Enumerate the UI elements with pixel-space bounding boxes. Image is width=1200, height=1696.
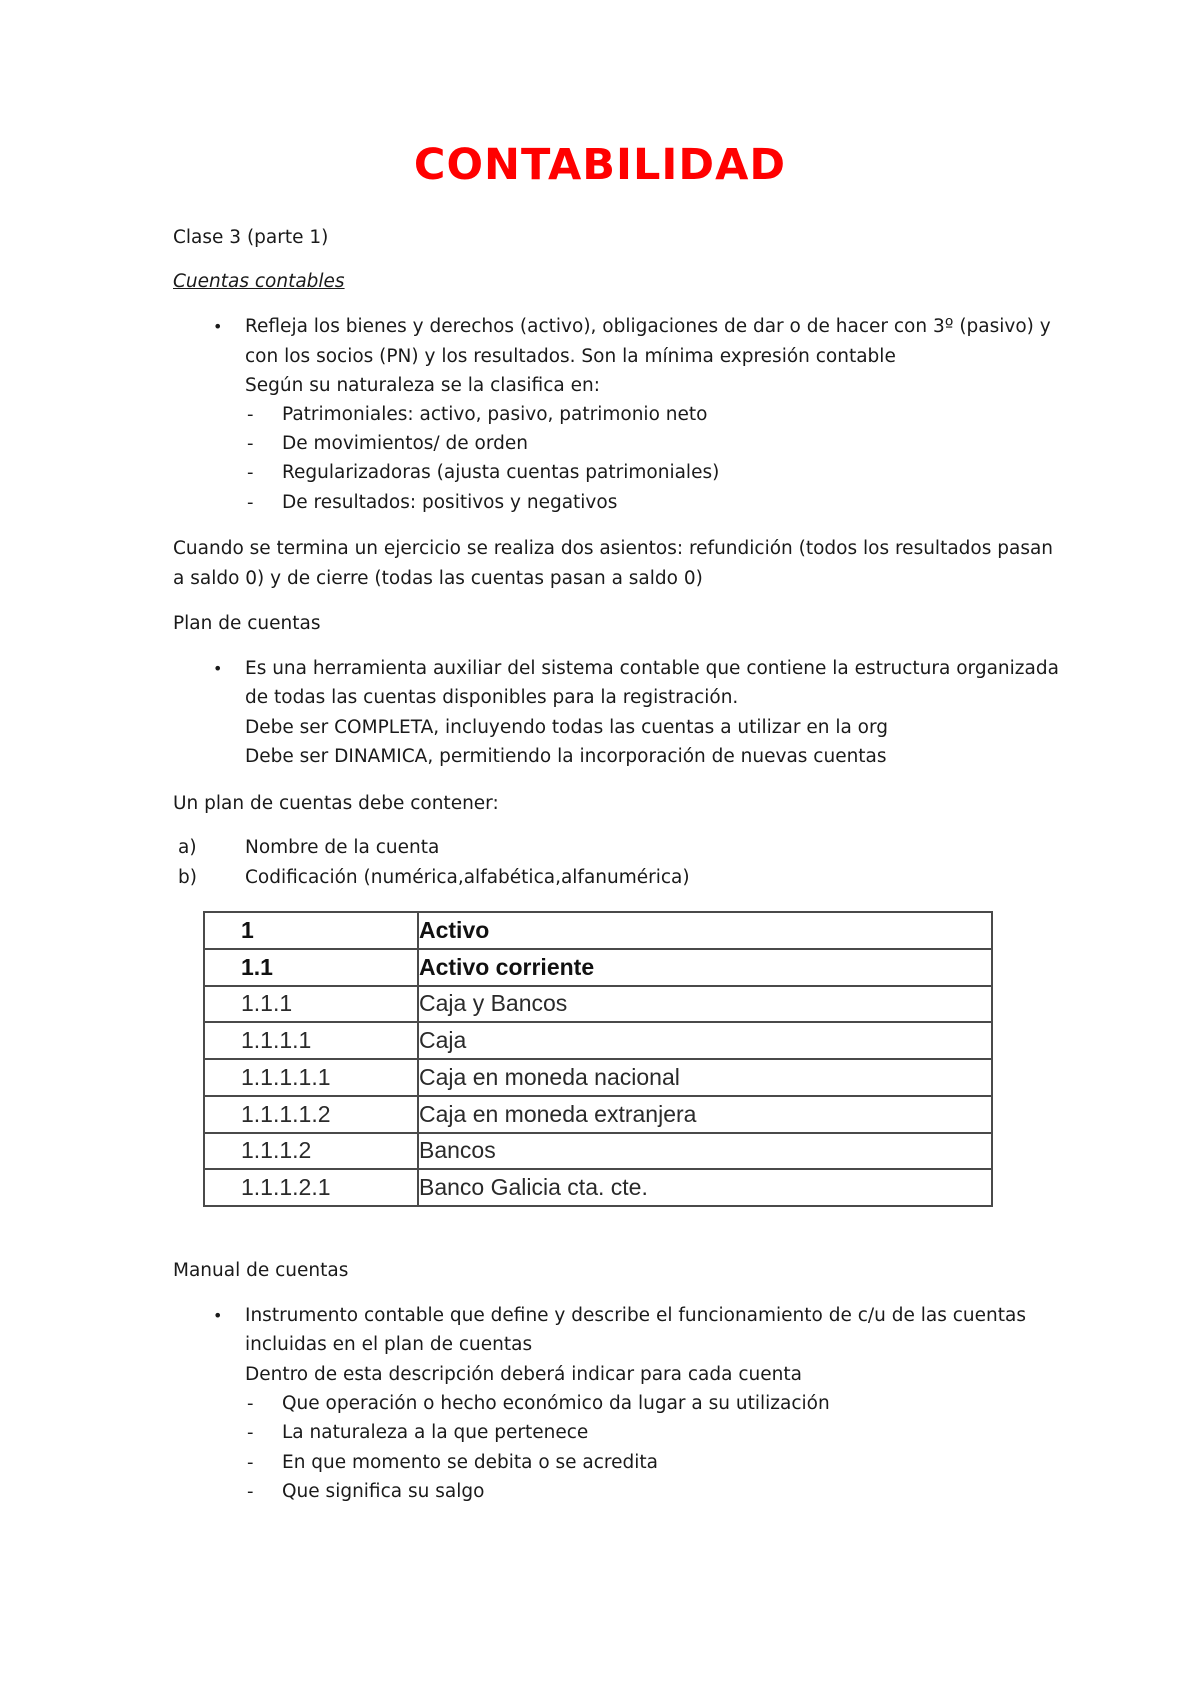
account-name-cell: Banco Galicia cta. cte.: [418, 1169, 992, 1206]
account-code-cell: 1.1.1.1.2: [204, 1096, 418, 1133]
account-name-cell: Caja: [418, 1022, 992, 1059]
account-code-cell: 1.1: [204, 949, 418, 986]
dash-list-item: Regularizadoras (ajusta cuentas patrimoniales): [282, 462, 720, 483]
account-code-cell: 1.1.1.2.1: [204, 1169, 418, 1206]
dash-list-item: Que significa su salgo: [282, 1481, 485, 1502]
bullet-line: Según su naturaleza se la clasifica en:: [245, 375, 600, 396]
account-code-cell: 1.1.1.1: [204, 1022, 418, 1059]
account-name-cell: Caja en moneda extranjera: [418, 1096, 992, 1133]
bullet-line: con los socios (PN) y los resultados. Son la mínima expresión contable: [245, 346, 896, 367]
class-subtitle: Clase 3 (parte 1): [173, 227, 329, 248]
list-letter-marker: b): [178, 867, 197, 888]
account-code-cell: 1.1.1.1.1: [204, 1059, 418, 1096]
bullet-marker: •: [213, 317, 223, 336]
plan-table-row: [204, 1022, 992, 1059]
dash-list-item: La naturaleza a la que pertenece: [282, 1422, 589, 1443]
dash-marker: -: [247, 1422, 254, 1443]
bullet-line: incluidas en el plan de cuentas: [245, 1334, 533, 1355]
bullet-line: de todas las cuentas disponibles para la registración.: [245, 687, 739, 708]
dash-list-item: De resultados: positivos y negativos: [282, 492, 618, 513]
plan-table-row: [204, 1169, 992, 1206]
dash-marker: -: [247, 462, 254, 483]
dash-marker: -: [247, 1481, 254, 1502]
paragraph-line: a saldo 0) y de cierre (todas las cuentas pasan a saldo 0): [173, 568, 703, 589]
lettered-list-item: Codificación (numérica,alfabética,alfanumérica): [245, 867, 690, 888]
account-name-cell: Activo: [418, 912, 992, 949]
bullet-marker: •: [213, 1306, 223, 1325]
list-letter-marker: a): [178, 837, 197, 858]
dash-list-item: De movimientos/ de orden: [282, 433, 528, 454]
plan-table-row: [204, 949, 992, 986]
bullet-line: Es una herramienta auxiliar del sistema contable que contiene la estructura organizada: [245, 658, 1059, 679]
section-heading-cuentas-contables: Cuentas contables: [173, 271, 345, 292]
section-heading-manual-de-cuentas: Manual de cuentas: [173, 1260, 349, 1281]
plan-table-row: [204, 986, 992, 1023]
plan-table-row: [204, 1133, 992, 1170]
plan-table-row: [204, 912, 992, 949]
bullet-line: Debe ser COMPLETA, incluyendo todas las cuentas a utilizar en la org: [245, 717, 889, 738]
section-heading-plan-de-cuentas: Plan de cuentas: [173, 613, 321, 634]
dash-list-item: Que operación o hecho económico da lugar a su utilización: [282, 1393, 830, 1414]
lettered-list-item: Nombre de la cuenta: [245, 837, 440, 858]
paragraph-line: Cuando se termina un ejercicio se realiza dos asientos: refundición (todos los resultados pasan: [173, 538, 1054, 559]
dash-marker: -: [247, 433, 254, 454]
plan-contents-intro: Un plan de cuentas debe contener:: [173, 793, 499, 814]
plan-de-cuentas-table: [203, 911, 993, 1207]
dash-marker: -: [247, 1452, 254, 1473]
account-code-cell: 1: [204, 912, 418, 949]
account-name-cell: Activo corriente: [418, 949, 992, 986]
dash-marker: -: [247, 492, 254, 513]
account-code-cell: 1.1.1: [204, 986, 418, 1023]
plan-table-row: [204, 1059, 992, 1096]
account-name-cell: Caja y Bancos: [418, 986, 992, 1023]
bullet-line: Instrumento contable que define y describe el funcionamiento de c/u de las cuentas: [245, 1305, 1026, 1326]
bullet-marker: •: [213, 659, 223, 678]
account-name-cell: Caja en moneda nacional: [418, 1059, 992, 1096]
dash-marker: -: [247, 1393, 254, 1414]
document-title: CONTABILIDAD: [413, 140, 787, 190]
bullet-line: Dentro de esta descripción deberá indicar para cada cuenta: [245, 1364, 802, 1385]
plan-table-row: [204, 1096, 992, 1133]
bullet-line: Debe ser DINAMICA, permitiendo la incorporación de nuevas cuentas: [245, 746, 887, 767]
dash-marker: -: [247, 404, 254, 425]
account-name-cell: Bancos: [418, 1133, 992, 1170]
dash-list-item: En que momento se debita o se acredita: [282, 1452, 658, 1473]
dash-list-item: Patrimoniales: activo, pasivo, patrimonio neto: [282, 404, 708, 425]
account-code-cell: 1.1.1.2: [204, 1133, 418, 1170]
bullet-line: Refleja los bienes y derechos (activo), obligaciones de dar o de hacer con 3º (pasivo) y: [245, 316, 1051, 337]
